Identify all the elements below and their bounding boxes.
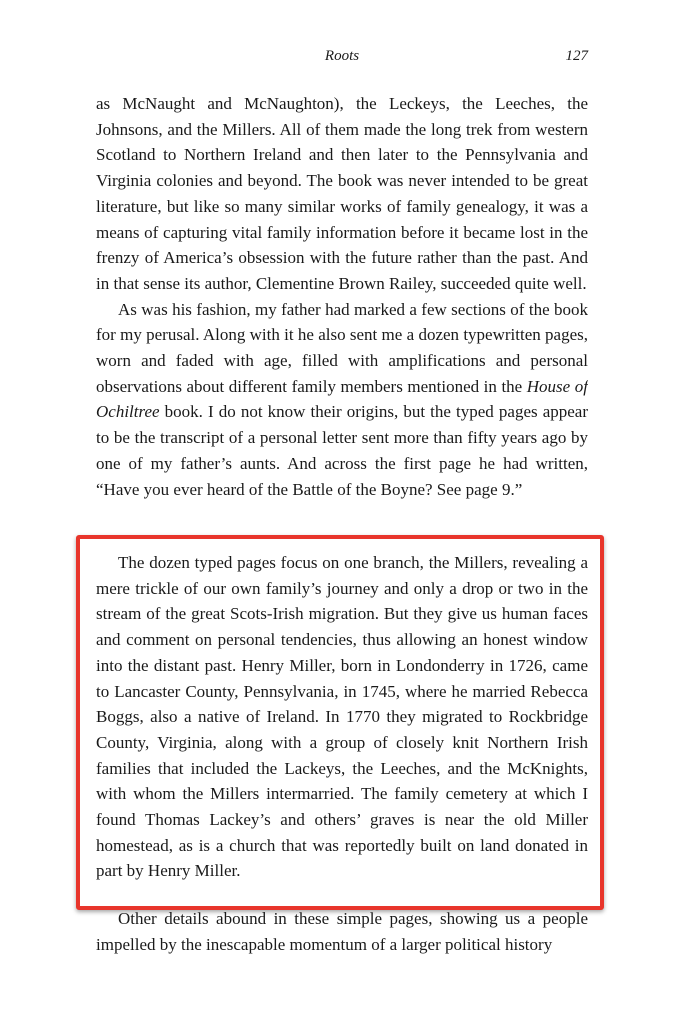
paragraph-2-end: book. I do not know their origins, but the typed pages appear to be the transcript of a personal letter sent more than fifty years ago by one of my father’s aunts. And across the first page he had written, “Have you ever heard of the Battle of the Boyne? See page 9.”: [96, 402, 588, 499]
paragraph-2-start: As was his fashion, my father had marked a few sections of the book for my perusal. Along with it he also sent me a dozen typewritten pages, worn and faded with age, filled with amplifications and personal observations about different family members mentioned in the: [96, 299, 588, 396]
running-title: Roots: [324, 48, 360, 64]
highlighted-paragraph: [96, 550, 588, 884]
body-text-bottom: [96, 906, 588, 966]
page-header: [96, 48, 588, 70]
paragraph-4: Other details abound in these simple pages, showing us a people impelled by the inescapable momentum of a larger political history: [96, 909, 588, 954]
paragraph-1: as McNaught and McNaughton), the Leckeys, the Leeches, the Johnsons, and the Millers. All of them made the long trek from western Scotland to Northern Ireland and then later to the Pennsylvania and Virginia colonies and beyond. The book was never intended to be great literature, but like so many similar works of family genealogy, it was a means of capturing vital family information before it became lost in the frenzy of America’s obsession with the future rather than the past. And in that sense its author, Clementine Brown Railey, succeeded quite well.: [96, 94, 588, 293]
paragraph-3: The dozen typed pages focus on one branch, the Millers, revealing a mere trickle of our own family’s journey and only a drop or two in the stream of the great Scots-Irish migration. But they give us human faces and comment on personal tendencies, thus allowing an honest window into the distant past. Henry Miller, born in Londonderry in 1726, came to Lancaster County, Pennsylvania, in 1745, where he married Rebecca Boggs, also a native of Ireland. In 1770 they migrated to Rockbridge County, Virginia, along with a group of closely knit Northern Irish families that included the Lackeys, the Leeches, and the McKnights, with whom the Millers intermarried. The family cemetery at which I found Thomas Lackey’s and others’ graves is near the old Miller homestead, as is a church that was reportedly built on land donated in part by Henry Miller.: [96, 553, 588, 881]
body-text-top: [96, 91, 588, 535]
page-number: 127: [565, 48, 588, 64]
paragraph-2: [96, 297, 588, 503]
book-title: House of Ochiltree: [96, 376, 588, 422]
